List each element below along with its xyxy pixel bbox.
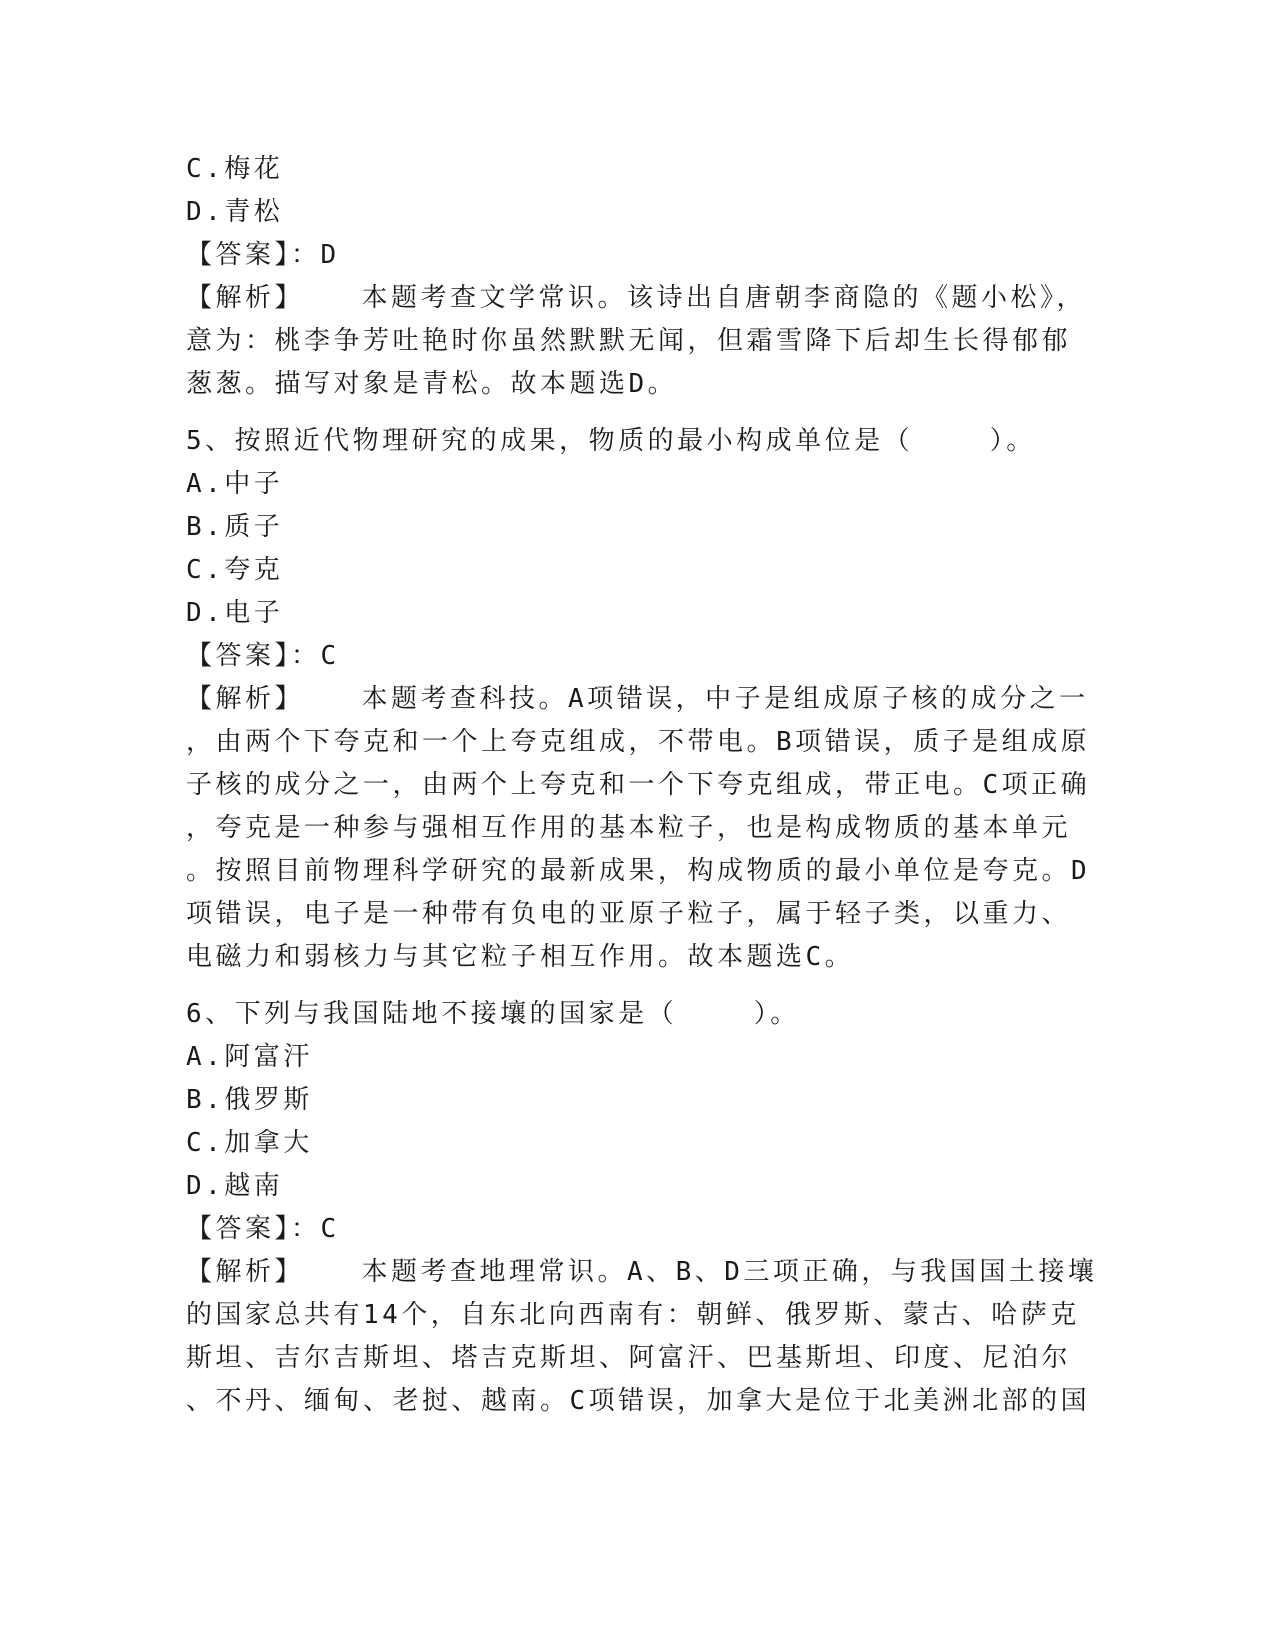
q4-analysis-line: 葱葱。描写对象是青松。故本题选D。 [186,369,678,399]
q5-analysis-line: ，由两个下夸克和一个上夸克组成，不带电。B项错误，质子是组成原 [186,727,1091,757]
q5-answer: 【答案】：C [186,641,340,671]
q6-analysis-line: 的国家总共有14个，自东北向西南有：朝鲜、俄罗斯、蒙古、哈萨克 [186,1300,1080,1330]
q4-option-c: C.梅花 [186,154,284,184]
q5-option-b: B.质子 [186,512,284,542]
question-4-tail [186,148,1086,406]
q5-option-c: C.夸克 [186,555,284,585]
q6-question: 6、下列与我国陆地不接壤的国家是（ ）。 [186,999,800,1029]
q5-option-a: A.中子 [186,469,284,499]
q5-analysis-line: 。按照目前物理科学研究的最新成果，构成物质的最小单位是夸克。D [186,856,1091,886]
q4-answer: 【答案】：D [186,240,340,270]
q6-answer: 【答案】：C [186,1214,340,1244]
q6-option-b: B.俄罗斯 [186,1085,313,1115]
q6-analysis-line: 斯坦、吉尔吉斯坦、塔吉克斯坦、阿富汗、巴基斯坦、印度、尼泊尔 [186,1343,1072,1373]
question-6 [186,993,1098,1423]
q5-analysis-line: ，夸克是一种参与强相互作用的基本粒子，也是构成物质的基本单元 [186,813,1072,843]
q5-question: 5、按照近代物理研究的成果，物质的最小构成单位是（ ）。 [186,426,1036,456]
q4-analysis-line: 意为：桃李争芳吐艳时你虽然默默无闻，但霜雪降下后却生长得郁郁 [186,326,1072,356]
q5-analysis-line: 子核的成分之一，由两个上夸克和一个下夸克组成，带正电。C项正确 [186,770,1091,800]
q5-analysis-line: 电磁力和弱核力与其它粒子相互作用。故本题选C。 [186,942,855,972]
q4-analysis-line: 【解析】 本题考查文学常识。该诗出自唐朝李商隐的《题小松》， [186,283,1086,313]
q6-analysis-line: 【解析】 本题考查地理常识。A、B、D三项正确，与我国国土接壤 [186,1257,1098,1287]
q6-analysis-line: 、不丹、缅甸、老挝、越南。C项错误，加拿大是位于北美洲北部的国 [186,1386,1091,1416]
q5-analysis-line: 项错误，电子是一种带有负电的亚原子粒子，属于轻子类，以重力、 [186,899,1072,929]
q5-analysis-line: 【解析】 本题考查科技。A项错误，中子是组成原子核的成分之一 [186,684,1089,714]
q6-option-a: A.阿富汗 [186,1042,313,1072]
question-5 [186,420,1091,979]
q6-option-d: D.越南 [186,1171,284,1201]
q6-option-c: C.加拿大 [186,1128,313,1158]
q4-option-d: D.青松 [186,197,284,227]
document-page [186,148,1098,1423]
q5-option-d: D.电子 [186,598,284,628]
